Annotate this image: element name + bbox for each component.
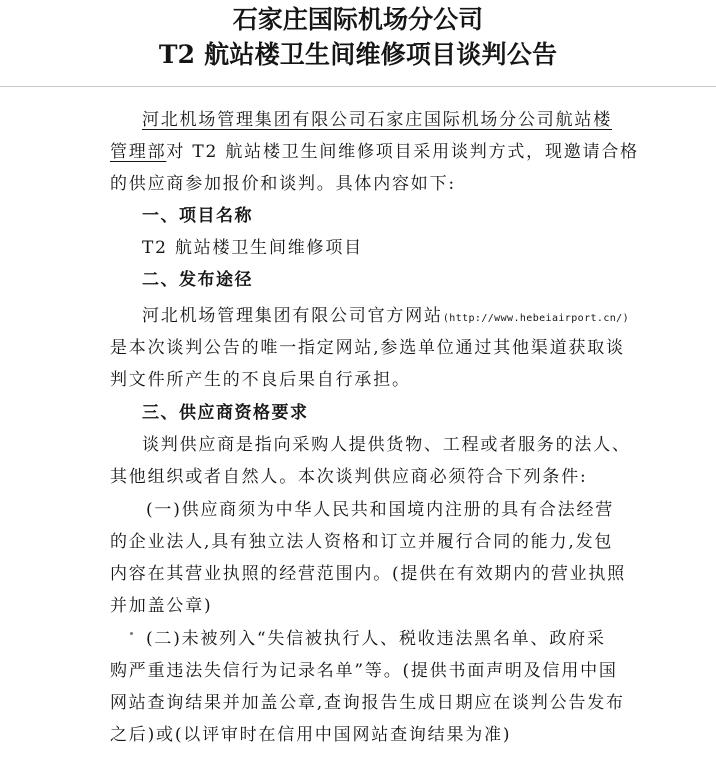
section-2-line-1 xyxy=(142,304,629,331)
section-1-heading: 一、项目名称 xyxy=(142,206,253,226)
item-2-line-1: (二)未被列入“失信被执行人、税收违法黑名单、政府采 xyxy=(146,629,606,649)
document-title-line-1: 石家庄国际机场分公司 xyxy=(232,5,484,34)
item-1-line-3: 内容在其营业执照的经营范围内。(提供在有效期内的营业执照 xyxy=(110,564,627,584)
item-1-line-1: (一)供应商须为中华人民共和国境内注册的具有合法经营 xyxy=(146,500,615,520)
item-2-line-2: 购严重违法失信行为记录名单”等。(提供书面声明及信用中国 xyxy=(110,661,618,681)
section-2-website-name: 河北机场管理集团有限公司官方网站 xyxy=(142,306,443,326)
intro-org-dept: 管理部 xyxy=(110,142,167,162)
section-3-para-line-1: 谈判供应商是指向采购人提供货物、工程或者服务的法人、 xyxy=(142,435,631,455)
intro-line-2-text: 对 T2 航站楼卫生间维修项目采用谈判方式，现邀请合格 xyxy=(166,142,639,162)
item-2-line-3: 网站查询结果并加盖公章,查询报告生成日期应在谈判公告发布 xyxy=(110,693,625,713)
intro-line-3: 的供应商参加报价和谈判。具体内容如下: xyxy=(110,174,456,194)
title-divider xyxy=(0,86,716,87)
intro-line-1 xyxy=(142,108,612,132)
item-1-line-2: 的企业法人,具有独立法人资格和订立并履行合同的能力,发包 xyxy=(110,532,614,552)
intro-org-name: 河北机场管理集团有限公司石家庄国际机场分公司航站楼 xyxy=(142,110,612,130)
section-1-content: T2 航站楼卫生间维修项目 xyxy=(142,238,363,258)
intro-line-2 xyxy=(110,140,639,164)
item-2-line-4: 之后)或(以评审时在信用中国网站查询结果为准) xyxy=(110,725,512,745)
section-2-line-3: 判文件所产生的不良后果自行承担。 xyxy=(110,370,411,390)
section-2-url: (http://www.hebeiairport.cn/) xyxy=(442,313,630,324)
section-3-para-line-2: 其他组织或者自然人。本次谈判供应商必须符合下列条件: xyxy=(110,467,588,487)
scan-speck xyxy=(130,632,133,635)
section-3-heading: 三、供应商资格要求 xyxy=(142,403,309,423)
item-1-line-4: 并加盖公章) xyxy=(110,596,213,616)
section-2-line-2: 是本次谈判公告的唯一指定网站,参选单位通过其他渠道获取谈 xyxy=(110,338,625,358)
document-title-line-2: T2 航站楼卫生间维修项目谈判公告 xyxy=(158,40,558,69)
section-2-heading: 二、发布途径 xyxy=(142,270,253,290)
